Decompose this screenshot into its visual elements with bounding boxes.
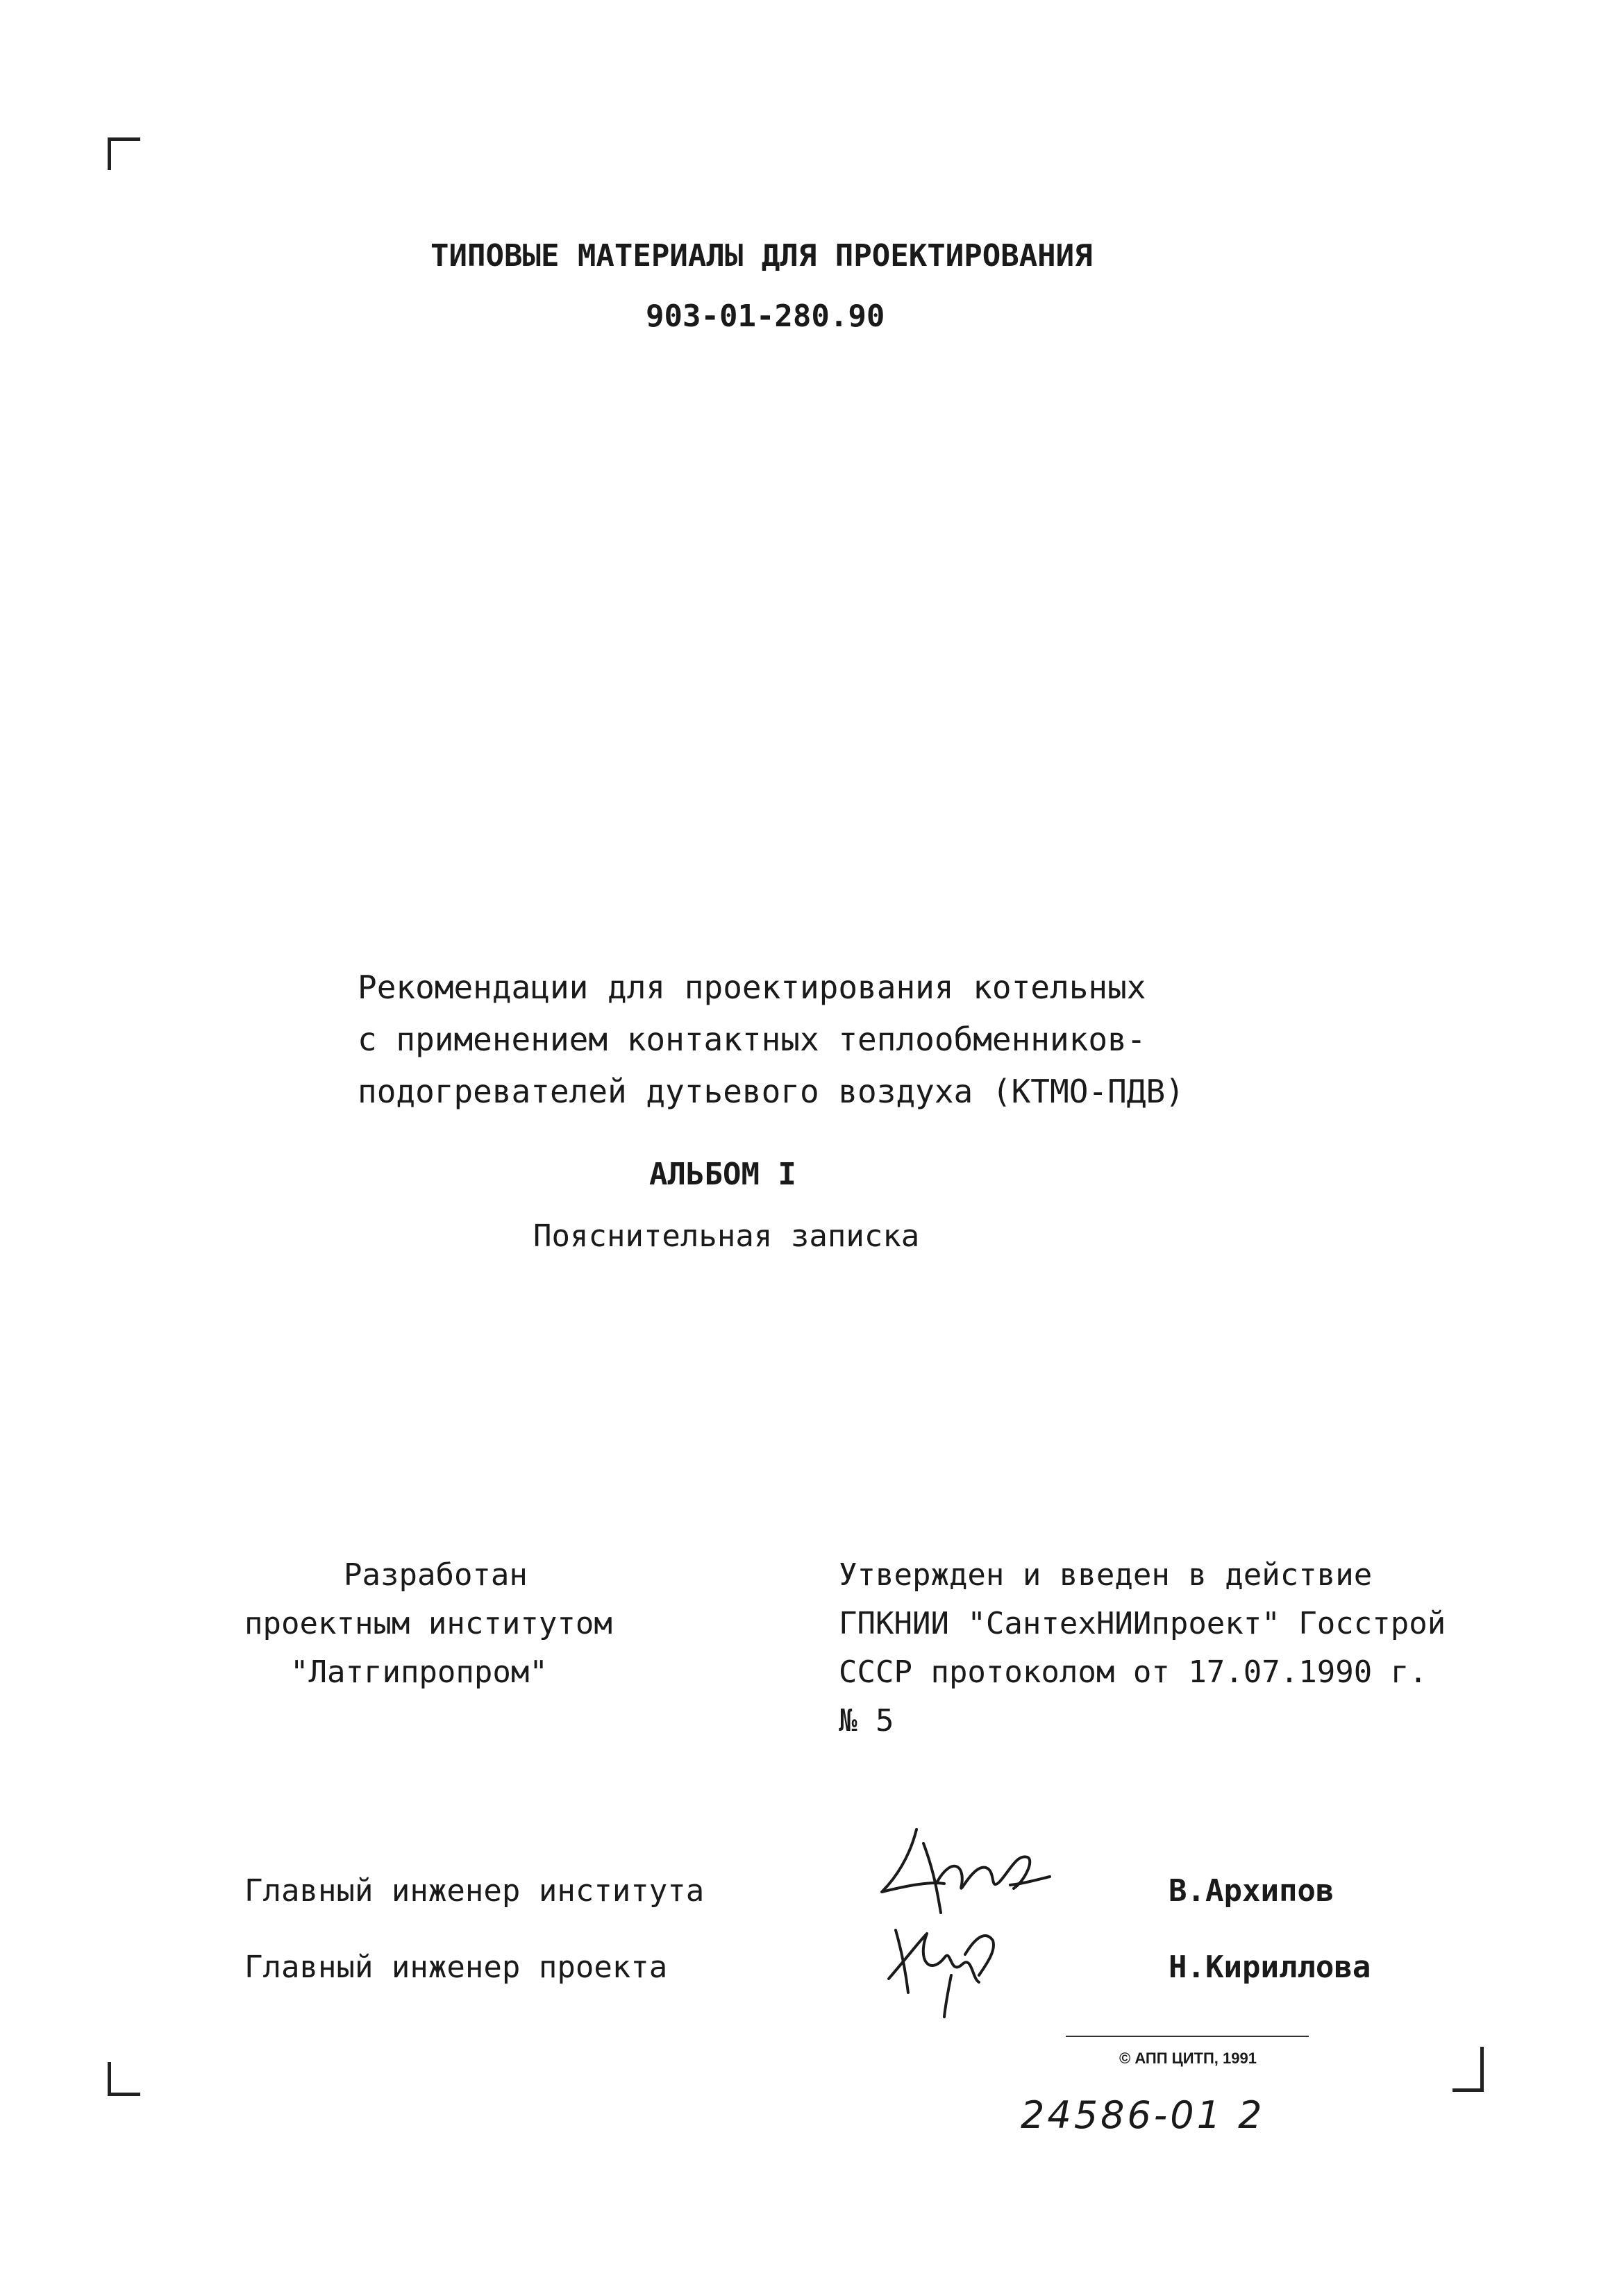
album-subtitle: Пояснительная записка: [533, 1218, 920, 1254]
copyright-divider: [1066, 2036, 1309, 2037]
document-code: 903-01-280.90: [646, 299, 885, 334]
approval-line-2: ГПКНИИ "СантехНИИпроект" Госстрой: [839, 1606, 1446, 1641]
album-title: АЛЬБОМ I: [649, 1157, 796, 1192]
corner-mark-bottom-left: [108, 2062, 140, 2096]
inventory-number: 24586-01 2: [1021, 2093, 1265, 2137]
subject-line-1: Рекомендации для проектирования котельных: [358, 969, 1146, 1006]
handwritten-signature-icon: [868, 1816, 1062, 2024]
approval-line-1: Утвержден и введен в действие: [839, 1557, 1373, 1593]
subject-line-2: с применением контактных теплообменников-: [358, 1021, 1146, 1058]
signatory-role-chief-engineer-institute: Главный инженер института: [244, 1873, 705, 1909]
approval-line-4: № 5: [839, 1703, 894, 1738]
developer-line-2: проектным институтом: [244, 1606, 612, 1641]
developer-line-3: "Латгипропром": [290, 1654, 548, 1690]
signatory-name-2: Н.Кириллова: [1169, 1950, 1371, 1985]
corner-mark-top-left: [108, 137, 140, 170]
copyright-notice: © АПП ЦИТП, 1991: [1119, 2050, 1257, 2067]
signatory-name-1: В.Архипов: [1169, 1873, 1334, 1909]
approval-line-3: СССР протоколом от 17.07.1990 г.: [839, 1654, 1428, 1690]
signatory-role-chief-engineer-project: Главный инженер проекта: [244, 1950, 668, 1985]
developer-line-1: Разработан: [344, 1557, 528, 1593]
subject-line-3: подогревателей дутьевого воздуха (КТМО-ПДВ): [358, 1073, 1184, 1110]
document-series-title: ТИПОВЫЕ МАТЕРИАЛЫ ДЛЯ ПРОЕКТИРОВАНИЯ: [430, 238, 1093, 274]
corner-mark-bottom-right: [1453, 2047, 1484, 2092]
